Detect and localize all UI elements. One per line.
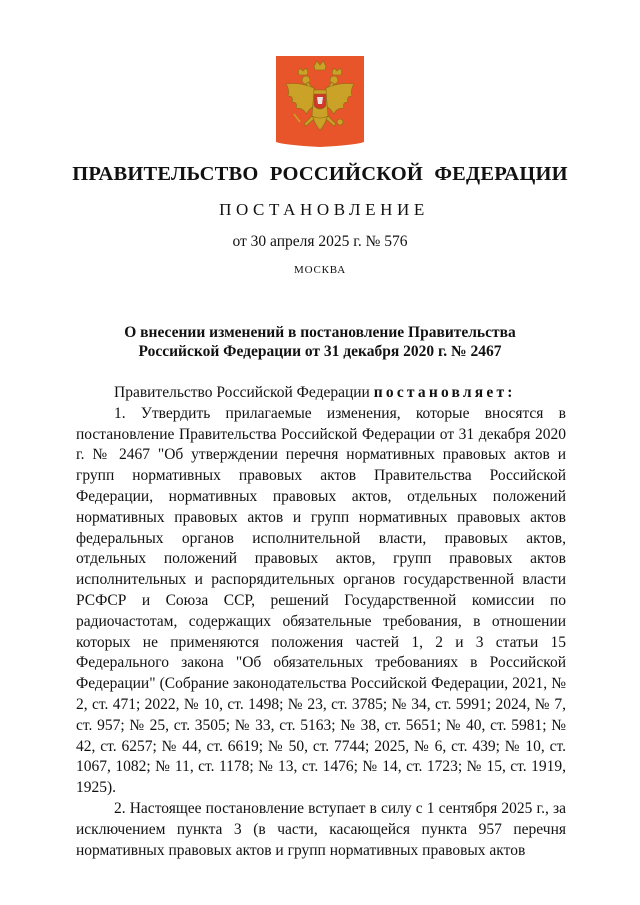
intro-paragraph [76,383,566,404]
document-city: МОСКВА [294,264,346,276]
document-type: ПОСТАНОВЛЕНИЕ [219,200,429,219]
paragraph-2: 2. Настоящее постановление вступает в силу с 1 сентября 2025 г., за исключением пункта 3 (в части, касающейся пункта 957 перечня нормативных правовых актов и групп нормативных правовых актов [76,799,566,859]
decree-word: постановляет: [373,384,516,401]
intro-prefix: Правительство Российской Федерации [114,384,374,401]
paragraph-1: 1. Утвердить прилагаемые изменения, которые вносятся в постановление Правительства Российской Федерации от 31 декабря 2020 г. № 2467 "Об утверждении перечня нормативных правовых актов и групп нормативных правовых актов Правительства Российской Федерации, нормативных правовых актов, отдельных положений нормативных правовых актов и групп нормативных правовых актов федеральных органов исполнительной власти, правовых актов, отдельных положений правовых актов, групп правовых актов исполнительных и распорядительных органов государственной власти РСФСР и Союза ССР, решений Государственной комиссии по радиочастотам, содержащих обязательные требования, в отношении которых не применяются положения частей 1, 2 и 3 статьи 15 Федерального закона "Об обязательных требованиях в Российской Федерации" (Собрание законодательства Российской Федерации, 2021, № 2, ст. 471; 2022, № 10, ст. 1498; № 23, ст. 3785; № 34, ст. 5991; 2024, № 7, ст. 957; № 25, ст. 3505; № 33, ст. 5163; № 38, ст. 5651; № 40, ст. 5981; № 42, ст. 6257; № 44, ст. 6619; № 50, ст. 7744; 2025, № 6, ст. 439; № 10, ст. 1067, 1082; № 11, ст. 1178; № 13, ст. 1476; № 14, ст. 1723; № 15, ст. 1919, 1925). [76,404,566,797]
document-body [76,383,566,861]
russian-coat-of-arms-icon [276,56,364,147]
heading-line-1: О внесении изменений в постановление Правительства [124,324,516,341]
government-title: ПРАВИТЕЛЬСТВО РОССИЙСКОЙ ФЕДЕРАЦИИ [72,163,568,185]
document-heading [0,323,640,361]
heading-line-2: Российской Федерации от 31 декабря 2020 г. № 2467 [138,343,502,360]
document-date-number: от 30 апреля 2025 г. № 576 [232,233,408,250]
